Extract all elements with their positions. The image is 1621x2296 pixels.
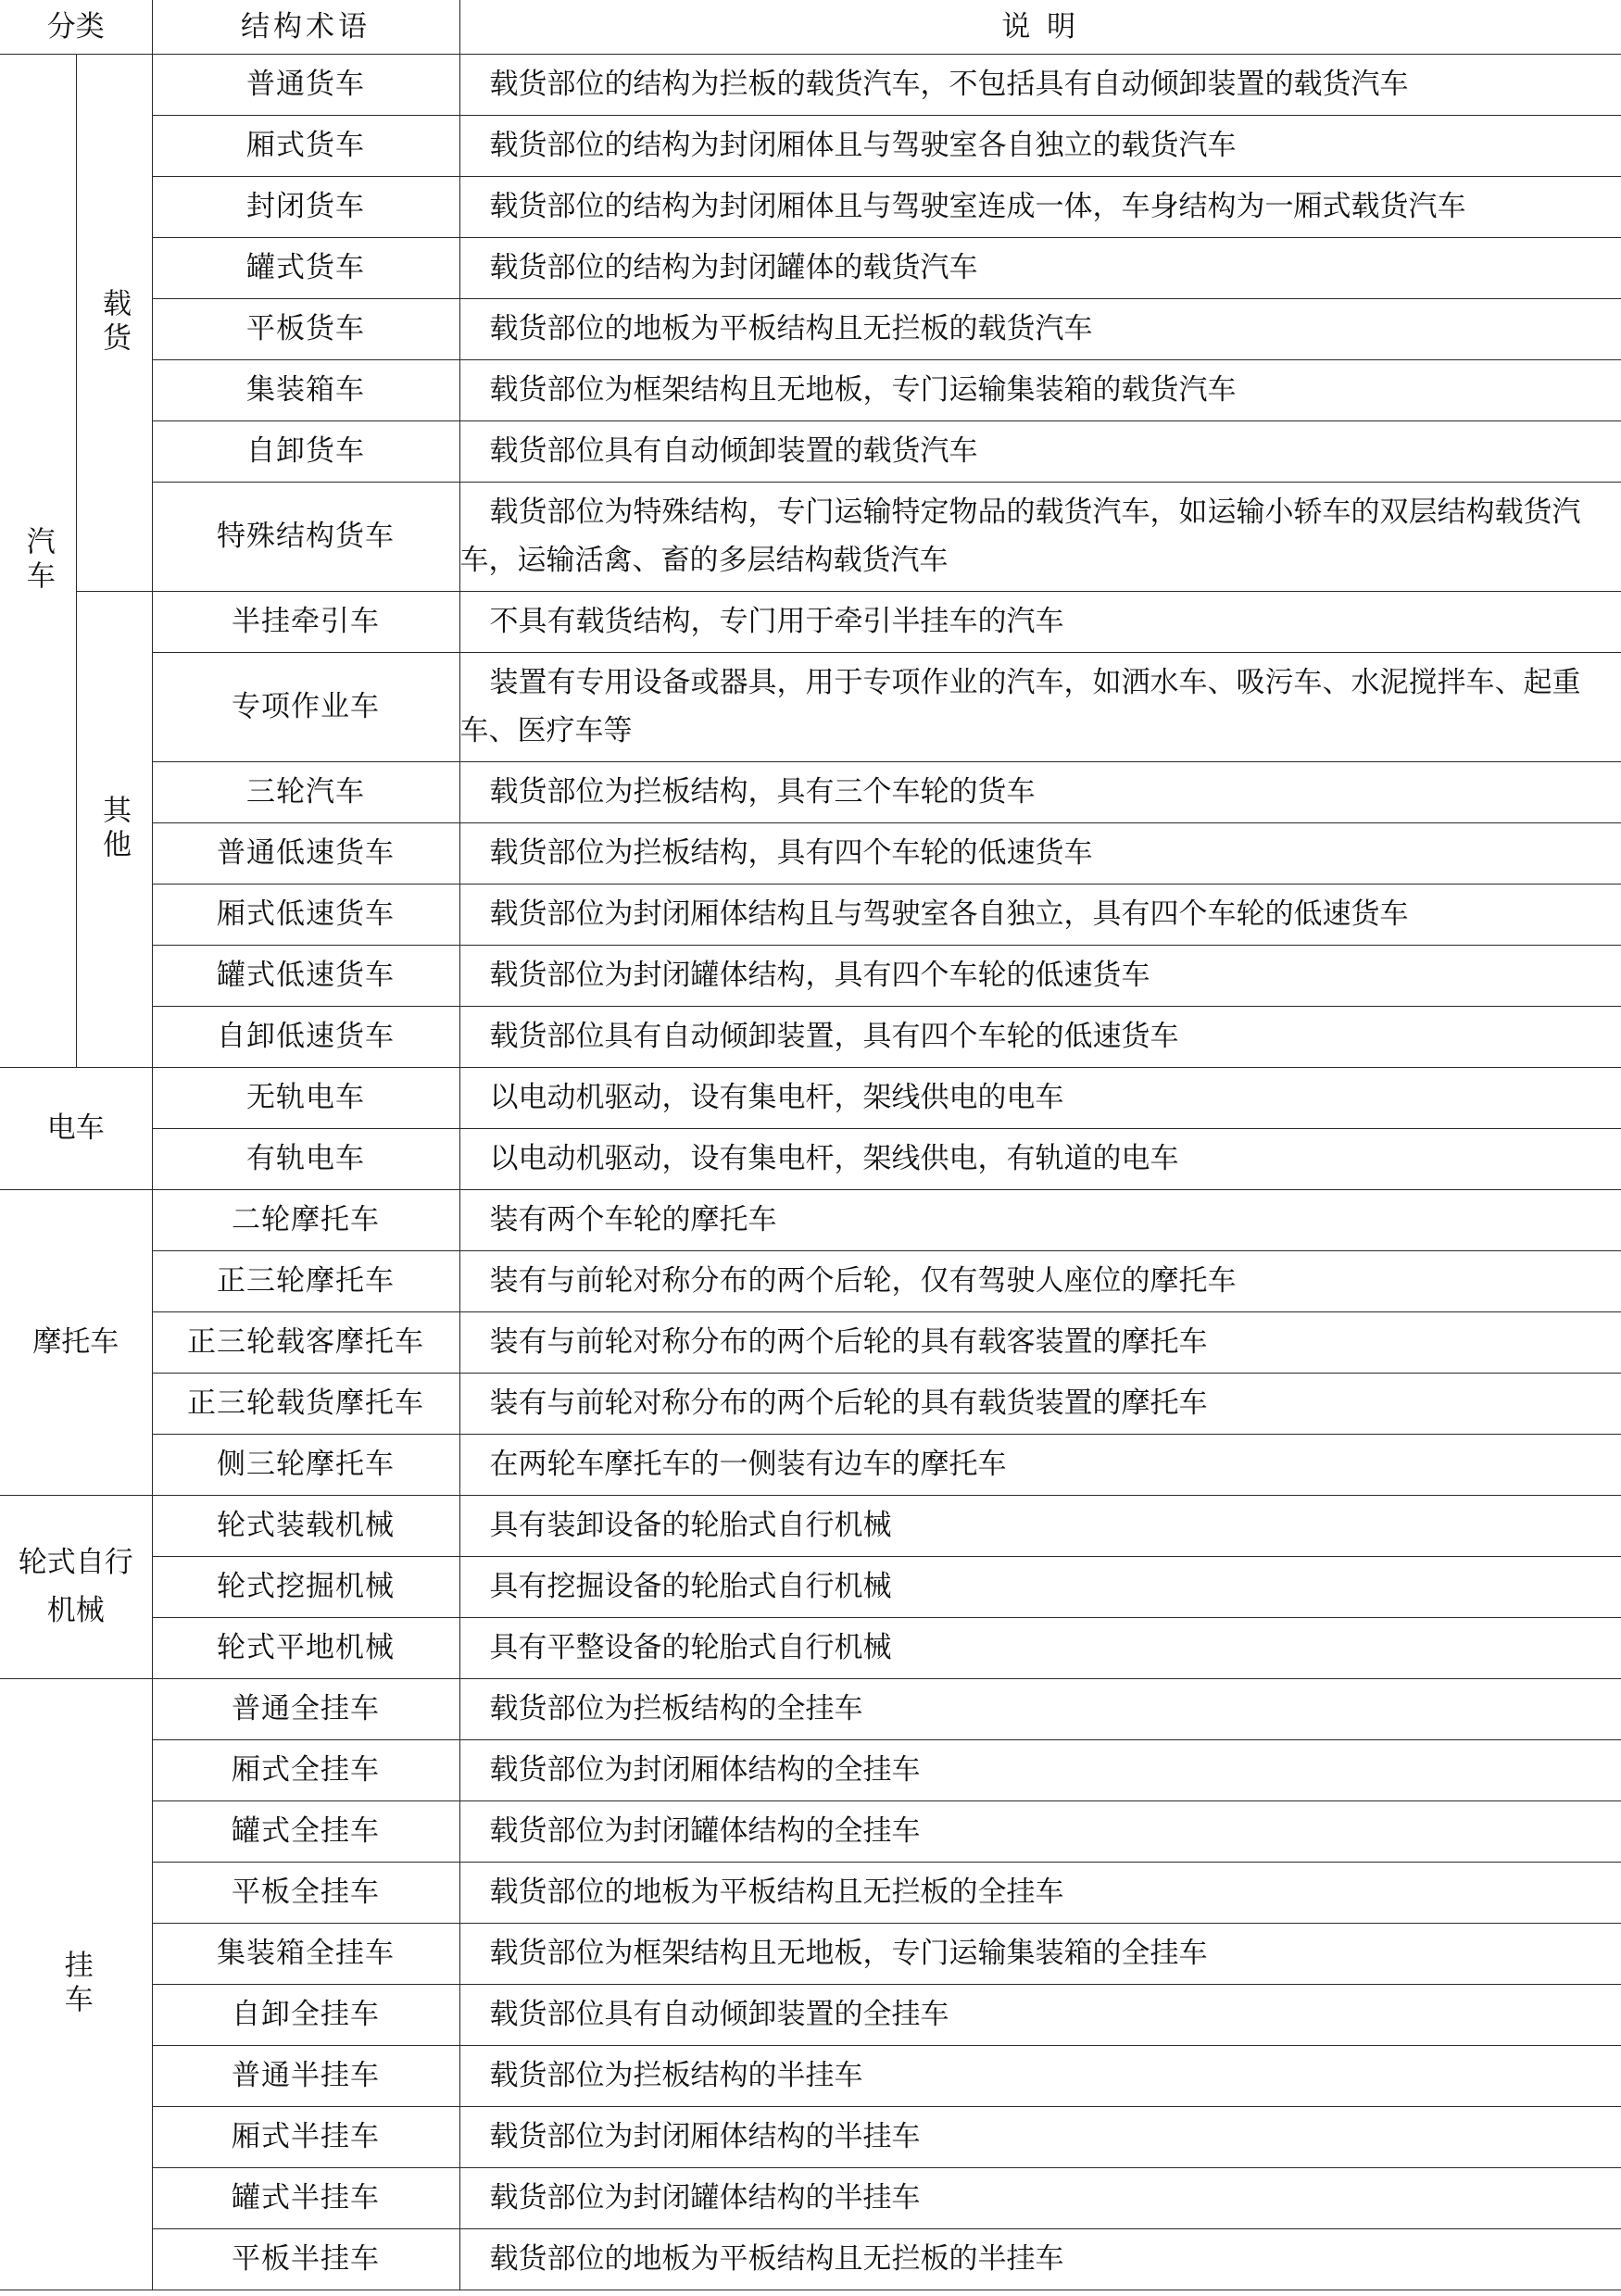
table-row [0, 1006, 1621, 1067]
term-cell: 封闭货车 [152, 176, 459, 237]
subcategory-qita: 其他 [76, 591, 152, 1067]
term-cell: 普通货车 [152, 54, 459, 115]
table-row [0, 652, 1621, 761]
description-cell: 载货部位为特殊结构，专门运输特定物品的载货汽车，如运输小轿车的双层结构载货汽车，运输活禽、畜的多层结构载货汽车 [459, 482, 1621, 591]
term-cell: 普通半挂车 [152, 2045, 459, 2106]
description-cell: 载货部位为封闭罐体结构，具有四个车轮的低速货车 [459, 945, 1621, 1006]
table-row [0, 1556, 1621, 1617]
table-row [0, 298, 1621, 359]
description-cell: 装有两个车轮的摩托车 [459, 1189, 1621, 1250]
term-cell: 普通全挂车 [152, 1678, 459, 1739]
description-cell: 装置有专用设备或器具，用于专项作业的汽车，如洒水车、吸污车、水泥搅拌车、起重车、医疗车等 [459, 652, 1621, 761]
term-cell: 正三轮摩托车 [152, 1250, 459, 1311]
table-row [0, 2106, 1621, 2167]
description-cell: 具有平整设备的轮胎式自行机械 [459, 1617, 1621, 1678]
table-row [0, 54, 1621, 115]
description-cell: 装有与前轮对称分布的两个后轮的具有载客装置的摩托车 [459, 1311, 1621, 1373]
description-cell: 装有与前轮对称分布的两个后轮，仅有驾驶人座位的摩托车 [459, 1250, 1621, 1311]
table-row [0, 1923, 1621, 1984]
term-cell: 平板半挂车 [152, 2228, 459, 2290]
term-cell: 轮式挖掘机械 [152, 1556, 459, 1617]
term-cell: 厢式全挂车 [152, 1739, 459, 1800]
category-lunshi: 轮式自行机械 [0, 1495, 152, 1678]
table-row [0, 1739, 1621, 1800]
table-row [0, 1434, 1621, 1495]
term-cell: 侧三轮摩托车 [152, 1434, 459, 1495]
table-row [0, 1678, 1621, 1739]
description-cell: 载货部位为框架结构且无地板，专门运输集装箱的载货汽车 [459, 359, 1621, 420]
term-cell: 罐式低速货车 [152, 945, 459, 1006]
description-cell: 不具有载货结构，专门用于牵引半挂车的汽车 [459, 591, 1621, 652]
description-cell: 以电动机驱动，设有集电杆，架线供电，有轨道的电车 [459, 1128, 1621, 1189]
term-cell: 集装箱全挂车 [152, 1923, 459, 1984]
term-cell: 集装箱车 [152, 359, 459, 420]
table-row [0, 1495, 1621, 1556]
table-row [0, 591, 1621, 652]
description-cell: 在两轮车摩托车的一侧装有边车的摩托车 [459, 1434, 1621, 1495]
table-row [0, 237, 1621, 298]
term-cell: 厢式低速货车 [152, 884, 459, 945]
table-row [0, 2167, 1621, 2228]
table-row [0, 2228, 1621, 2290]
description-cell: 装有与前轮对称分布的两个后轮的具有载货装置的摩托车 [459, 1373, 1621, 1434]
table-row [0, 1311, 1621, 1373]
description-cell: 载货部位的地板为平板结构且无拦板的全挂车 [459, 1862, 1621, 1923]
description-cell: 载货部位为拦板结构，具有四个车轮的低速货车 [459, 822, 1621, 884]
description-cell: 载货部位为拦板结构，具有三个车轮的货车 [459, 761, 1621, 822]
description-cell: 载货部位具有自动倾卸装置，具有四个车轮的低速货车 [459, 1006, 1621, 1067]
description-cell: 载货部位具有自动倾卸装置的全挂车 [459, 1984, 1621, 2045]
term-cell: 无轨电车 [152, 1067, 459, 1128]
table-row [0, 176, 1621, 237]
term-cell: 普通低速货车 [152, 822, 459, 884]
term-cell: 自卸全挂车 [152, 1984, 459, 2045]
term-cell: 轮式装载机械 [152, 1495, 459, 1556]
header-description: 说 明 [459, 0, 1621, 54]
table-row [0, 1984, 1621, 2045]
category-guache: 挂车 [0, 1678, 152, 2290]
term-cell: 二轮摩托车 [152, 1189, 459, 1250]
term-cell: 轮式平地机械 [152, 1617, 459, 1678]
table-row [0, 1250, 1621, 1311]
term-cell: 自卸低速货车 [152, 1006, 459, 1067]
description-cell: 载货部位的结构为拦板的载货汽车，不包括具有自动倾卸装置的载货汽车 [459, 54, 1621, 115]
table-row [0, 420, 1621, 482]
term-cell: 厢式货车 [152, 115, 459, 176]
term-cell: 特殊结构货车 [152, 482, 459, 591]
term-cell: 厢式半挂车 [152, 2106, 459, 2167]
term-cell: 正三轮载客摩托车 [152, 1311, 459, 1373]
table-row [0, 359, 1621, 420]
term-cell: 平板货车 [152, 298, 459, 359]
header-term: 结构术语 [152, 0, 459, 54]
subcategory-zaihuo: 载货 [76, 54, 152, 591]
table-row [0, 2045, 1621, 2106]
table-row [0, 1373, 1621, 1434]
category-dianche: 电车 [0, 1067, 152, 1189]
term-cell: 平板全挂车 [152, 1862, 459, 1923]
category-qiche: 汽车 [0, 54, 76, 1067]
description-cell: 载货部位为封闭罐体结构的全挂车 [459, 1800, 1621, 1862]
term-cell: 正三轮载货摩托车 [152, 1373, 459, 1434]
description-cell: 具有挖掘设备的轮胎式自行机械 [459, 1556, 1621, 1617]
table-row [0, 945, 1621, 1006]
description-cell: 载货部位为封闭厢体结构的全挂车 [459, 1739, 1621, 1800]
description-cell: 载货部位为封闭厢体结构的半挂车 [459, 2106, 1621, 2167]
description-cell: 以电动机驱动，设有集电杆，架线供电的电车 [459, 1067, 1621, 1128]
table-row [0, 1617, 1621, 1678]
description-cell: 具有装卸设备的轮胎式自行机械 [459, 1495, 1621, 1556]
table-row [0, 1128, 1621, 1189]
description-cell: 载货部位为封闭厢体结构且与驾驶室各自独立，具有四个车轮的低速货车 [459, 884, 1621, 945]
table-row [0, 884, 1621, 945]
category-motuoche: 摩托车 [0, 1189, 152, 1495]
table-row [0, 1862, 1621, 1923]
table-row [0, 822, 1621, 884]
table-row [0, 1189, 1621, 1250]
description-cell: 载货部位的结构为封闭罐体的载货汽车 [459, 237, 1621, 298]
term-cell: 三轮汽车 [152, 761, 459, 822]
table-row [0, 1800, 1621, 1862]
description-cell: 载货部位的结构为封闭厢体且与驾驶室各自独立的载货汽车 [459, 115, 1621, 176]
term-cell: 有轨电车 [152, 1128, 459, 1189]
table-row [0, 482, 1621, 591]
description-cell: 载货部位为框架结构且无地板，专门运输集装箱的全挂车 [459, 1923, 1621, 1984]
term-cell: 专项作业车 [152, 652, 459, 761]
description-cell: 载货部位的地板为平板结构且无拦板的载货汽车 [459, 298, 1621, 359]
description-cell: 载货部位的地板为平板结构且无拦板的半挂车 [459, 2228, 1621, 2290]
table-header-row [0, 0, 1621, 54]
description-cell: 载货部位为拦板结构的半挂车 [459, 2045, 1621, 2106]
header-category: 分类 [0, 0, 152, 54]
term-cell: 罐式半挂车 [152, 2167, 459, 2228]
term-cell: 罐式货车 [152, 237, 459, 298]
term-cell: 罐式全挂车 [152, 1800, 459, 1862]
term-cell: 半挂牵引车 [152, 591, 459, 652]
description-cell: 载货部位具有自动倾卸装置的载货汽车 [459, 420, 1621, 482]
description-cell: 载货部位为封闭罐体结构的半挂车 [459, 2167, 1621, 2228]
term-cell: 自卸货车 [152, 420, 459, 482]
table-row [0, 115, 1621, 176]
table-row [0, 761, 1621, 822]
description-cell: 载货部位为拦板结构的全挂车 [459, 1678, 1621, 1739]
description-cell: 载货部位的结构为封闭厢体且与驾驶室连成一体，车身结构为一厢式载货汽车 [459, 176, 1621, 237]
table-row [0, 1067, 1621, 1128]
